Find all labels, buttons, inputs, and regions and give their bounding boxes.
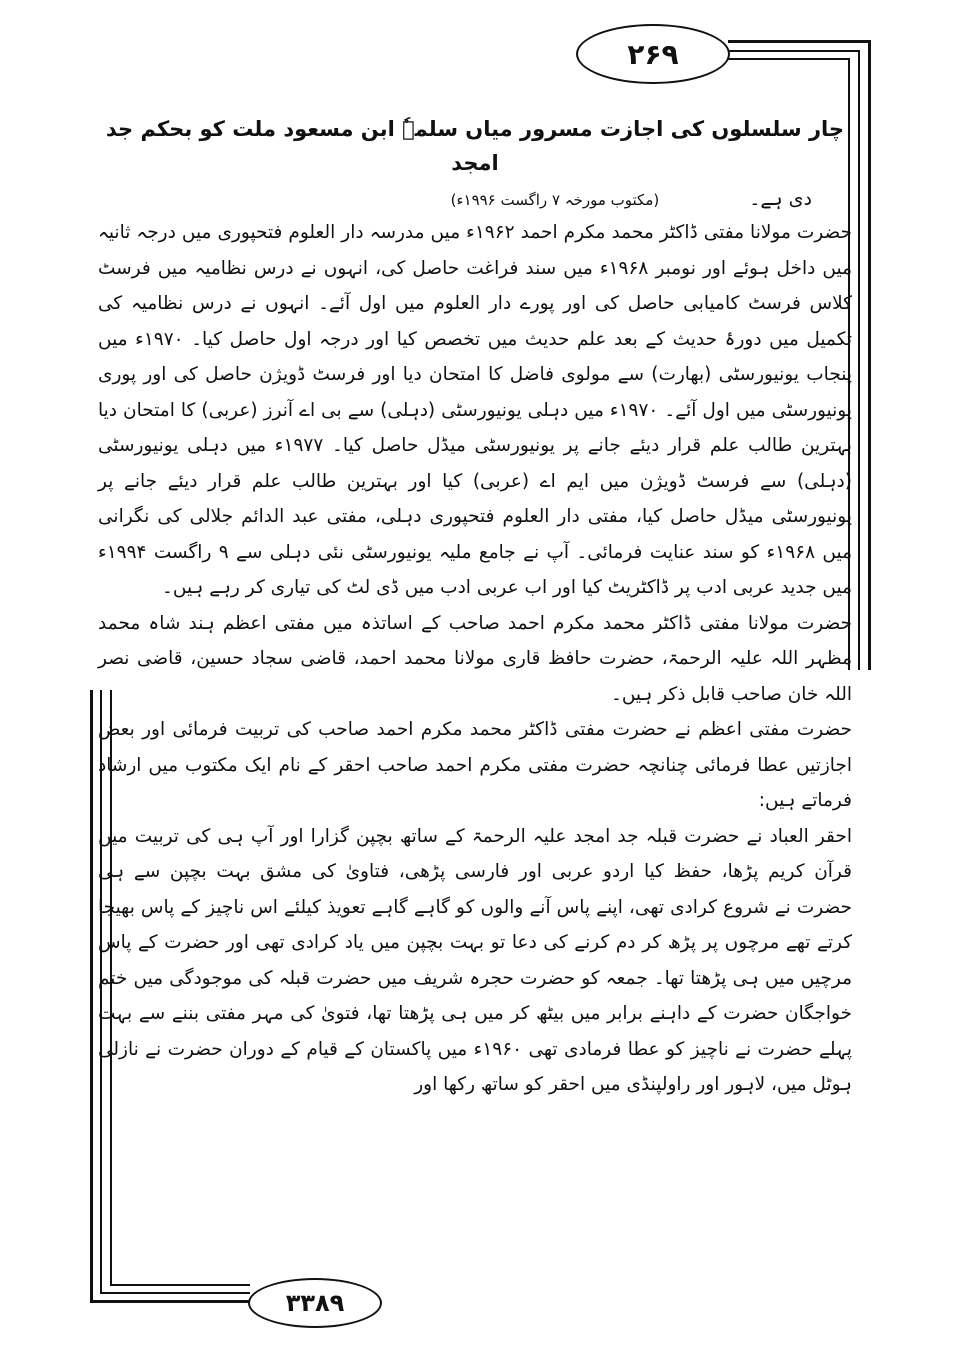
frame-bottom-outer: [90, 1300, 250, 1303]
page-body: [98, 112, 852, 1262]
paragraph-training: حضرت مفتی اعظم نے حضرت مفتی ڈاکٹر محمد مکرم احمد صاحب کی تربیت فرمائی اور بعض اجازتیں عطا فرمائی چنانچہ حضرت مفتی مکرم احمد صاحب احقر کے نام ایک مکتوب میں ارشاد فرماتے ہیں:: [98, 719, 852, 811]
heading-continuation-row: [98, 184, 812, 215]
frame-top-outer: [728, 40, 870, 43]
letter-date: (مکتوب مورخہ ۷ راگست ۱۹۹۶ء): [450, 191, 660, 209]
frame-top-inner: [728, 50, 860, 52]
paragraph-biography: حضرت مولانا مفتی ڈاکٹر محمد مکرم احمد ۱۹۶۲ء میں مدرسہ دار العلوم فتحپوری میں درجہ ثانیہ میں داخل ہوئے اور نومبر ۱۹۶۸ء میں سند فراغت حاصل کی، انہوں نے درس نظامیہ میں فرسٹ کلاس فرسٹ کامیابی حاصل کی اور پورے دار العلوم میں اول آئے۔ انہوں نے درس نظامیہ کی تکمیل میں دورۂ حدیث کے بعد علم حدیث میں تخصص کیا اور درجہ اول حاصل کیا۔ ۱۹۷۰ء میں پنجاب یونیورسٹی (بھارت) سے مولوی فاضل کا امتحان دیا اور فرسٹ ڈویژن حاصل کی اور پوری یونیورسٹی میں اول آئے۔ ۱۹۷۰ء میں دہلی یونیورسٹی (دہلی) سے بی اے آنرز (عربی) کا امتحان دیا بہترین طالب علم قرار دیئے جانے پر یونیورسٹی میڈل حاصل کیا۔ ۱۹۷۷ء میں دہلی یونیورسٹی (دہلی) سے فرسٹ ڈویژن میں ایم اے (عربی) کیا اور بہترین طالب علم قرار دیئے جانے پر یونیورسٹی میڈل حاصل کیا، مفتی دار العلوم فتحپوری دہلی، مفتی عبد الدائم جلالی کی نگرانی میں ۱۹۶۸ء کو سند عنایت فرمائی۔ آپ نے جامع ملیہ یونیورسٹی نئی دہلی سے ۹ راگست ۱۹۹۴ء میں جدید عربی ادب پر ڈاکٹریٹ کیا اور اب عربی ادب میں ڈی لٹ کی تیاری کر رہے ہیں۔: [98, 222, 852, 598]
frame-right-outer: [868, 40, 871, 670]
frame-bottom-inner: [100, 1292, 250, 1294]
frame-bottom-inner-2: [110, 1284, 250, 1286]
heading-continuation: دی ہے۔: [749, 188, 812, 210]
frame-left-outer: [90, 690, 93, 1302]
paragraph-teachers: حضرت مولانا مفتی ڈاکٹر محمد مکرم احمد صاحب کے اساتذہ میں مفتی اعظم ہند شاہ محمد مظہر اللہ علیہ الرحمۃ، حضرت حافظ قاری مولانا محمد احمد، قاضی سجاد حسین، قاضی نصر اللہ خان صاحب قابل ذکر ہیں۔: [98, 612, 852, 705]
page-number-bottom: ۳۳۸۹: [248, 1278, 382, 1328]
frame-top-inner-2: [728, 58, 850, 60]
paragraph-letter-quote: احقر العباد نے حضرت قبلہ جد امجد علیہ الرحمۃ کے ساتھ بچپن گزارا اور آپ ہی کی تربیت میں قرآن کریم پڑھا، حفظ کیا اردو عربی اور فارسی پڑھی، فتاویٰ کی مشق بہت بچپن سے ہی حضرت نے شروع کرادی تھی، اپنے پاس آنے والوں کو گاہے گاہے تعویذ کیلئے اس ناچیز کے پاس بھیجا کرتے تھے مرچوں پر پڑھ کر دم کرنے کی دعا تو بہت بچپن میں یاد کرادی تھی اور حضرت کے پاس مرچیں میں ہی پڑھتا تھا۔ جمعہ کو حضرت حجرہ شریف میں حضرت قبلہ کی موجودگی میں ختم خواجگان حضرت کے داہنے برابر میں بیٹھ کر میں ہی پڑھتا تھا، فتویٰ کی مہر مفتی بننے سے بہت پہلے حضرت نے ناچیز کو عطا فرمادی تھی ۱۹۶۰ء میں پاکستان کے قیام کے دوران حضرت نے نازلی ہوٹل میں، لاہور اور راولپنڈی میں احقر کو ساتھ رکھا اور: [98, 825, 852, 1095]
section-heading: چار سلسلوں کی اجازت مسرور میاں سلمہٗ ابن مسعود ملت کو بحکم جد امجد: [105, 117, 845, 175]
page-number-top: ۲۶۹: [576, 24, 730, 84]
frame-right-inner: [858, 50, 860, 670]
